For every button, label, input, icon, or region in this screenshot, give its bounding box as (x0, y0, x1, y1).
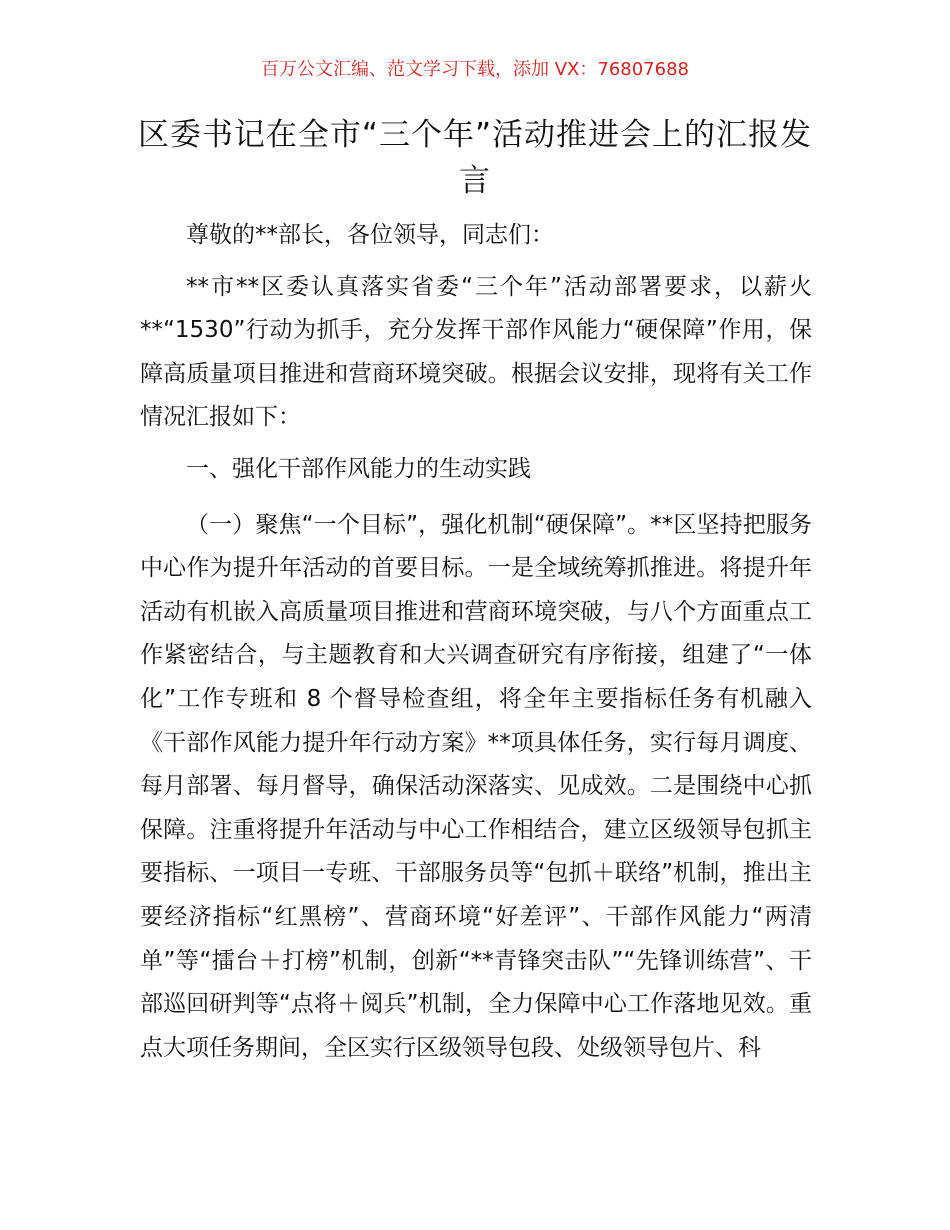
paragraph-body: （一）聚焦“一个目标”，强化机制“硬保障”。**区坚持把服务中心作为提升年活动的首要目标。一是全域统筹抓推进。将提升年活动有机嵌入高质量项目推进和营商环境突破，与八个方面重点工作紧密结合，与主题教育和大兴调查研究有序衔接，组建了“一体化”工作专班和 8 个督导检查组，将全年主要指标任务有机融入《干部作风能力提升年行动方案》**项具体任务，实行每月调度、每月部署、每月督导，确保活动深落实、见成效。二是围绕中心抓保障。注重将提升年活动与中心工作相结合，建立区级领导包抓主要指标、一项目一专班、干部服务员等“包抓＋联络”机制，推出主要经济指标“红黑榜”、营商环境“好差评”、干部作风能力“两清单”等“擂台＋打榜”机制，创新“**青锋突击队”“先锋训练营”、干部巡回研判等“点将＋阅兵”机制，全力保障中心工作落地见效。重点大项任务期间，全区实行区级领导包段、处级领导包片、科 (140, 511, 812, 1061)
header-banner: 百万公文汇编、范文学习下载，添加 VX：76807688 (261, 59, 689, 80)
document-body (140, 214, 812, 1078)
salutation: 尊敬的**部长，各位领导，同志们： (186, 222, 554, 248)
document-title: 区委书记在全市“三个年”活动推进会上的汇报发言 (137, 117, 813, 199)
paragraph-intro: **市**区委认真落实省委“三个年”活动部署要求，以薪火**“1530”行动为抓手，充分发挥干部作风能力“硬保障”作用，保障高质量项目推进和营商环境突破。根据会议安排，现将有关工作情况汇报如下： (140, 273, 812, 431)
section-heading: 一、强化干部作风能力的生动实践 (186, 455, 531, 482)
